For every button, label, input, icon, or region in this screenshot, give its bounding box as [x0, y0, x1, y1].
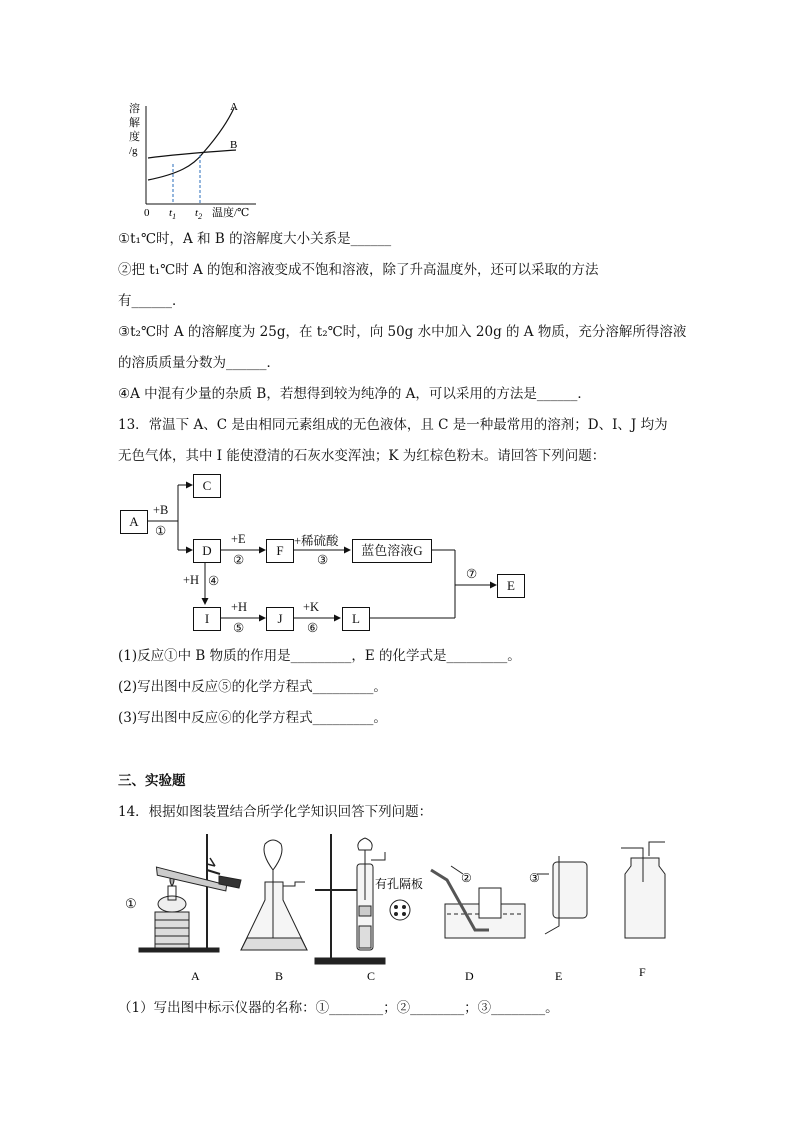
box-c: C	[193, 474, 221, 498]
q12-part4: ④A 中混有少量的杂质 B，若想得到较为纯净的 A，可以采用的方法是______．	[118, 386, 591, 402]
label-d: D	[465, 969, 474, 983]
r1-number: ①	[155, 524, 167, 538]
q12-part3: ③t₂℃时 A 的溶解度为 25g，在 t₂℃时，向 50g 水中加入 20g 的 A 物质，充分溶解所得溶液	[118, 324, 687, 340]
y-label-2: 解	[129, 117, 140, 129]
label-a: A	[191, 969, 200, 983]
q13-sub2: (2)写出图中反应⑤的化学方程式_________。	[118, 679, 387, 695]
box-e: E	[497, 574, 525, 598]
origin-label: 0	[144, 207, 150, 219]
q12-part3-cont: 的溶质质量分数为______．	[118, 355, 280, 371]
q13-sub3: (3)写出图中反应⑥的化学方程式_________。	[118, 710, 387, 726]
box-i: I	[193, 607, 221, 631]
label-e: E	[555, 969, 563, 983]
curve-b-label: B	[230, 139, 238, 151]
y-label-4: /g	[129, 145, 138, 157]
apparatus-b	[241, 840, 307, 950]
label-f: F	[639, 965, 646, 979]
q12-part2-cont: 有______．	[118, 293, 186, 309]
r2-reagent: +E	[231, 532, 246, 546]
y-label-1: 溶	[129, 103, 140, 115]
mark-1: ①	[125, 896, 137, 911]
q13-line1: 13．常温下 A、C 是由相同元素组成的无色液体，且 C 是一种最常用的溶剂；D、I、J 均为	[118, 417, 668, 433]
curve-a-label: A	[230, 101, 238, 113]
t2-label: $t_2$	[195, 207, 203, 221]
r5-number: ⑤	[233, 621, 245, 635]
r6-reagent: +K	[303, 600, 320, 614]
apparatus-c	[315, 834, 410, 964]
mark-2: ②	[461, 871, 472, 885]
apparatus-f	[621, 842, 665, 938]
apparatus-e	[537, 856, 587, 934]
partition-label: 有孔隔板	[375, 877, 424, 891]
t1-label: $t_1$	[169, 207, 177, 221]
r1-reagent: +B	[153, 503, 169, 517]
q14-line1: 14．根据如图装置结合所学化学知识回答下列问题：	[118, 804, 433, 820]
apparatus-d	[431, 866, 525, 938]
x-label: 温度/℃	[212, 207, 250, 219]
r2-number: ②	[233, 553, 245, 567]
r7-number: ⑦	[466, 567, 478, 581]
q12-part2: ②把 t₁℃时 A 的饱和溶液变成不饱和溶液，除了升高温度外，还可以采取的方法	[118, 262, 599, 278]
r3-reagent: +稀硫酸	[294, 534, 339, 548]
label-c: C	[367, 969, 376, 983]
mark-3: ③	[529, 871, 540, 885]
q14-sub1: （1）写出图中标示仪器的名称：①________；②________；③________。	[118, 1000, 559, 1016]
section-title: 三、实验题	[118, 773, 186, 789]
apparatus-figure	[115, 830, 675, 990]
q13-line2: 无色气体，其中 I 能使澄清的石灰水变浑浊；K 为红棕色粉末。请回答下列问题：	[118, 448, 606, 464]
box-d: D	[193, 539, 221, 563]
r6-number: ⑥	[307, 621, 319, 635]
box-g: 蓝色溶液G	[352, 539, 432, 563]
box-a: A	[120, 510, 148, 534]
box-j: J	[266, 607, 294, 631]
r3-number: ③	[317, 553, 329, 567]
r4-reagent: +H	[183, 573, 200, 587]
box-l: L	[342, 607, 370, 631]
label-b: B	[275, 969, 284, 983]
q12-part1: ①t₁℃时，A 和 B 的溶解度大小关系是______	[118, 231, 392, 247]
box-f: F	[266, 539, 294, 563]
r4-number: ④	[208, 574, 220, 588]
y-label-3: 度	[129, 131, 140, 143]
r5-reagent: +H	[231, 600, 248, 614]
apparatus-a	[139, 834, 241, 952]
q13-sub1: (1)反应①中 B 物质的作用是_________，E 的化学式是_________。	[118, 648, 521, 664]
